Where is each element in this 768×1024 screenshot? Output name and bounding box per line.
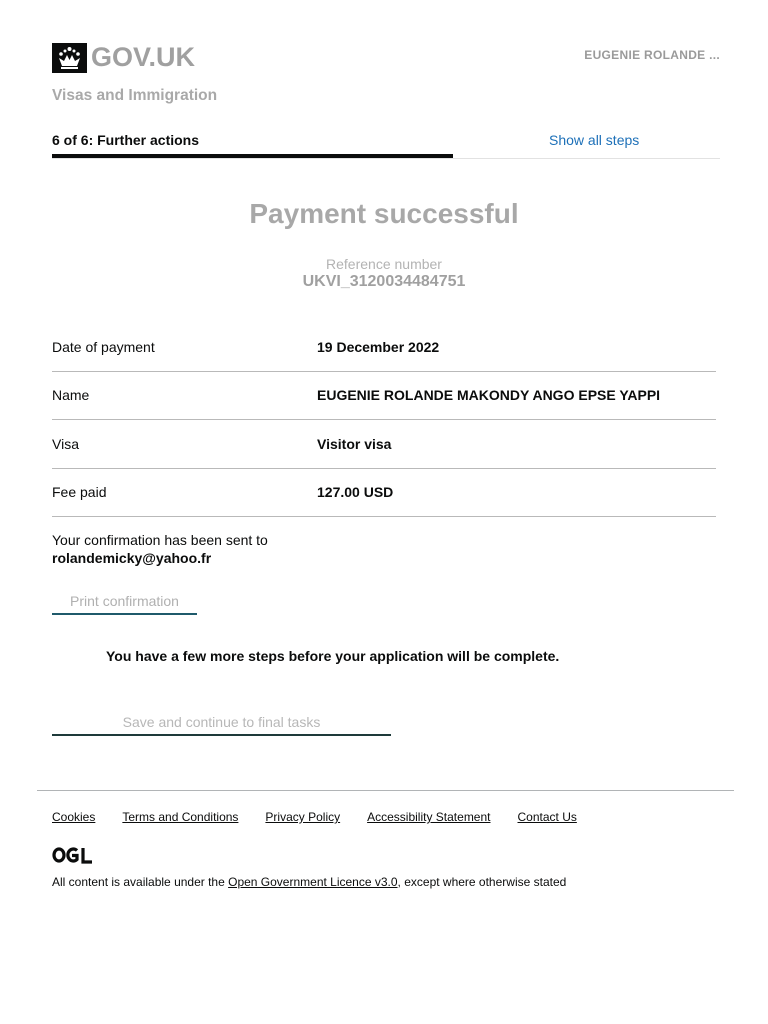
- step-progress-bar: [52, 132, 720, 160]
- save-and-continue-button[interactable]: Save and continue to final tasks: [52, 706, 391, 736]
- signed-in-user[interactable]: EUGENIE ROLANDE ...: [584, 48, 720, 62]
- page-title: Payment successful: [249, 198, 519, 229]
- footer-divider: [37, 790, 734, 791]
- summary-value: 127.00 USD: [317, 484, 394, 501]
- summary-key: Name: [52, 387, 90, 404]
- footer-link-cookies[interactable]: Cookies: [52, 810, 96, 824]
- step-label: 6 of 6: Further actions: [52, 132, 200, 148]
- further-steps-message: You have a few more steps before your application will be complete.: [106, 648, 560, 664]
- summary-row-visa: [52, 420, 716, 469]
- reference-number: UKVI_3120034484751: [302, 273, 466, 290]
- confirmation-message: [52, 531, 268, 567]
- step-progress-fill: [52, 154, 453, 158]
- summary-key: Fee paid: [52, 484, 107, 501]
- licence-prefix: All content is available under the: [52, 875, 229, 889]
- print-confirmation-button[interactable]: Print confirmation: [52, 585, 197, 615]
- summary-value: 19 December 2022: [317, 338, 440, 355]
- summary-row-fee: [52, 469, 716, 518]
- step-track: [52, 158, 720, 159]
- summary-value: Visitor visa: [317, 435, 392, 452]
- footer-links: [52, 810, 604, 824]
- summary-key: Visa: [52, 435, 79, 452]
- summary-key: Date of payment: [52, 338, 155, 355]
- ogl-logo-icon: [52, 846, 94, 864]
- confirmation-text: Your confirmation has been sent to: [52, 532, 268, 548]
- licence-link[interactable]: Open Government Licence v3.0: [228, 875, 398, 889]
- footer-link-contact[interactable]: Contact Us: [517, 810, 577, 824]
- summary-value: EUGENIE ROLANDE MAKONDY ANGO EPSE YAPPI: [317, 387, 661, 404]
- show-all-steps-link[interactable]: Show all steps: [549, 132, 640, 148]
- summary-row-name: [52, 372, 716, 421]
- service-name: Visas and Immigration: [52, 87, 218, 104]
- licence-text: [52, 875, 566, 889]
- logo-text: GOV.UK: [91, 42, 196, 72]
- crown-icon: [52, 43, 87, 73]
- confirmation-email: rolandemicky@yahoo.fr: [52, 550, 212, 566]
- licence-suffix: , except where otherwise stated: [397, 875, 567, 889]
- footer-link-terms[interactable]: Terms and Conditions: [122, 810, 239, 824]
- summary-row-date: [52, 323, 716, 372]
- payment-summary-list: [52, 323, 716, 517]
- reference-label: Reference number: [326, 256, 442, 272]
- footer-link-accessibility[interactable]: Accessibility Statement: [367, 810, 491, 824]
- footer-link-privacy[interactable]: Privacy Policy: [265, 810, 341, 824]
